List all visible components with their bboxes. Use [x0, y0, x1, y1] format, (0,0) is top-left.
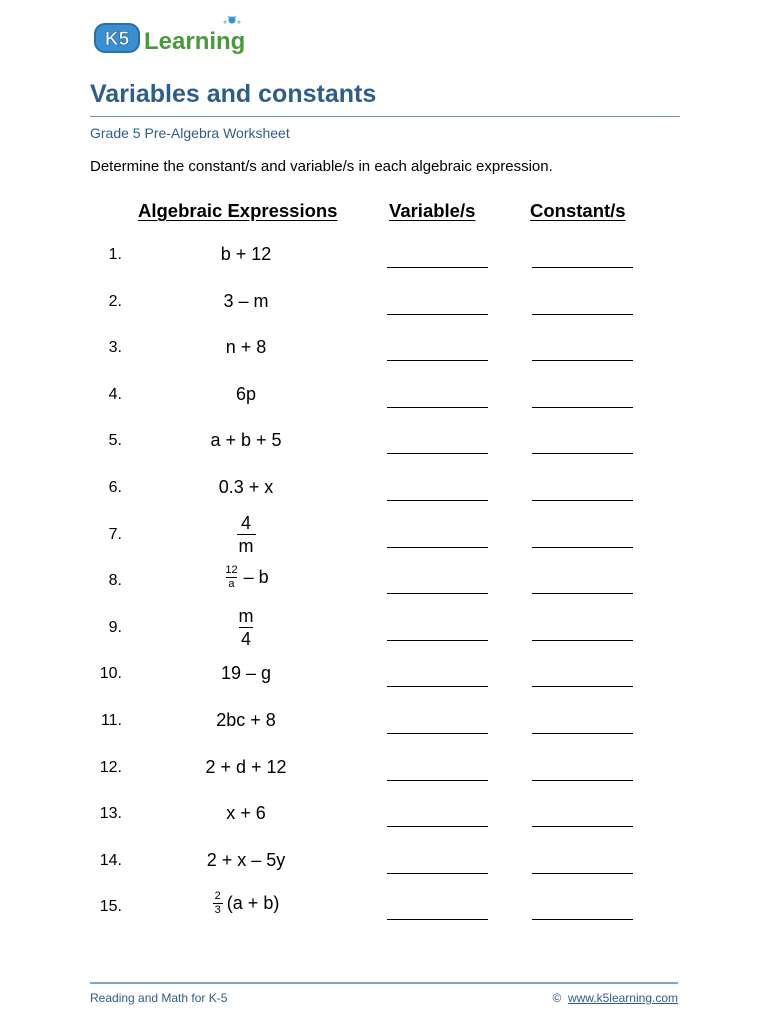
variable-answer-blank[interactable] [387, 780, 488, 781]
expression-row [0, 797, 768, 837]
variable-answer-blank[interactable] [387, 826, 488, 827]
constant-answer-blank[interactable] [532, 780, 633, 781]
constant-answer-blank[interactable] [532, 640, 633, 641]
footer-divider [90, 982, 678, 984]
variable-answer-blank[interactable] [387, 593, 488, 594]
expression-row [0, 657, 768, 697]
footer-tagline: Reading and Math for K-5 [90, 991, 228, 1005]
row-number: 8. [108, 572, 122, 590]
fraction-denominator: m [238, 535, 254, 556]
copyright-symbol: © [552, 991, 562, 1005]
variable-answer-blank[interactable] [387, 500, 488, 501]
constant-answer-blank[interactable] [532, 407, 633, 408]
variable-answer-blank[interactable] [387, 360, 488, 361]
row-number: 3. [108, 339, 122, 357]
variable-answer-blank[interactable] [387, 873, 488, 874]
fraction [213, 890, 223, 917]
row-number: 1. [108, 246, 122, 263]
expression-row [0, 424, 768, 464]
constant-answer-blank[interactable] [532, 733, 633, 734]
variable-answer-blank[interactable] [387, 453, 488, 454]
variable-answer-blank[interactable] [387, 686, 488, 687]
page-title: Variables and constants [90, 80, 377, 108]
algebraic-expression [166, 605, 326, 650]
fraction-denominator: 4 [240, 628, 251, 649]
expression-row [0, 605, 768, 651]
k5-learning-logo[interactable] [92, 14, 262, 58]
algebraic-expression: 2 + x – 5y [206, 849, 286, 870]
row-number: 12. [99, 758, 122, 776]
row-number: 4. [108, 385, 122, 403]
algebraic-expression: 19 – g [220, 663, 272, 684]
row-number: 6. [108, 479, 122, 496]
algebraic-expression: a + b + 5 [210, 430, 282, 451]
variable-answer-blank[interactable] [387, 267, 488, 268]
constant-answer-blank[interactable] [532, 453, 633, 454]
logo-word-text: Learning [144, 28, 246, 55]
constant-answer-blank[interactable] [532, 360, 633, 361]
expression-row [0, 331, 768, 371]
logo-badge-text: K5 [104, 29, 130, 50]
row-number: 7. [108, 525, 122, 543]
header-variables: Variable/s [389, 200, 476, 221]
expression-row [0, 471, 768, 511]
algebraic-expression: n + 8 [225, 337, 267, 358]
variable-answer-blank[interactable] [387, 547, 488, 548]
expression-row [0, 890, 768, 930]
row-number: 10. [99, 665, 122, 683]
algebraic-expression: 2 + d + 12 [205, 756, 287, 777]
row-number: 9. [108, 618, 122, 636]
fraction-numerator: 12 [225, 564, 238, 577]
title-divider [90, 116, 680, 117]
expression-suffix: – b [243, 567, 269, 588]
constant-answer-blank[interactable] [532, 500, 633, 501]
constant-answer-blank[interactable] [532, 919, 633, 920]
row-number: 2. [108, 292, 122, 310]
row-number: 15. [99, 898, 122, 916]
expression-row [0, 238, 768, 278]
constant-answer-blank[interactable] [532, 826, 633, 827]
footer-link[interactable] [552, 991, 678, 1005]
variable-answer-blank[interactable] [387, 314, 488, 315]
expression-row [0, 751, 768, 791]
expression-row [0, 378, 768, 418]
expression-row [0, 512, 768, 558]
instructions: Determine the constant/s and variable/s in each algebraic expression. [90, 158, 553, 175]
expression-suffix: (a + b) [226, 893, 280, 914]
algebraic-expression [166, 512, 326, 557]
expression-row [0, 564, 768, 604]
algebraic-expression: 2bc + 8 [216, 710, 276, 730]
constant-answer-blank[interactable] [532, 686, 633, 687]
footer-url[interactable]: www.k5learning.com [567, 991, 678, 1005]
row-number: 11. [100, 712, 122, 729]
fraction [237, 512, 256, 557]
fraction-denominator: 3 [214, 904, 221, 917]
expression-row [0, 704, 768, 744]
algebraic-expression: 0.3 + x [218, 477, 274, 497]
fraction-numerator: 2 [214, 890, 221, 903]
header-expressions: Algebraic Expressions [138, 200, 338, 221]
fraction [223, 564, 239, 591]
row-number: 13. [99, 805, 122, 823]
algebraic-expression: 3 – m [223, 290, 269, 311]
algebraic-expression: 6p [235, 383, 257, 404]
variable-answer-blank[interactable] [387, 407, 488, 408]
algebraic-expression: x + 6 [226, 803, 266, 824]
algebraic-expression [166, 564, 326, 591]
page-subtitle: Grade 5 Pre-Algebra Worksheet [90, 125, 290, 141]
variable-answer-blank[interactable] [387, 640, 488, 641]
row-number: 14. [99, 851, 122, 869]
fraction [237, 605, 256, 650]
constant-answer-blank[interactable] [532, 547, 633, 548]
expression-row [0, 844, 768, 884]
fraction-numerator: 4 [240, 512, 251, 533]
constant-answer-blank[interactable] [532, 593, 633, 594]
fraction-denominator: a [228, 578, 235, 591]
header-constants: Constant/s [530, 200, 626, 221]
algebraic-expression [166, 890, 326, 917]
fraction-numerator: m [238, 605, 254, 626]
constant-answer-blank[interactable] [532, 267, 633, 268]
variable-answer-blank[interactable] [387, 733, 488, 734]
variable-answer-blank[interactable] [387, 919, 488, 920]
constant-answer-blank[interactable] [532, 873, 633, 874]
algebraic-expression: b + 12 [220, 244, 272, 264]
row-number: 5. [108, 432, 122, 450]
expression-row [0, 285, 768, 325]
constant-answer-blank[interactable] [532, 314, 633, 315]
